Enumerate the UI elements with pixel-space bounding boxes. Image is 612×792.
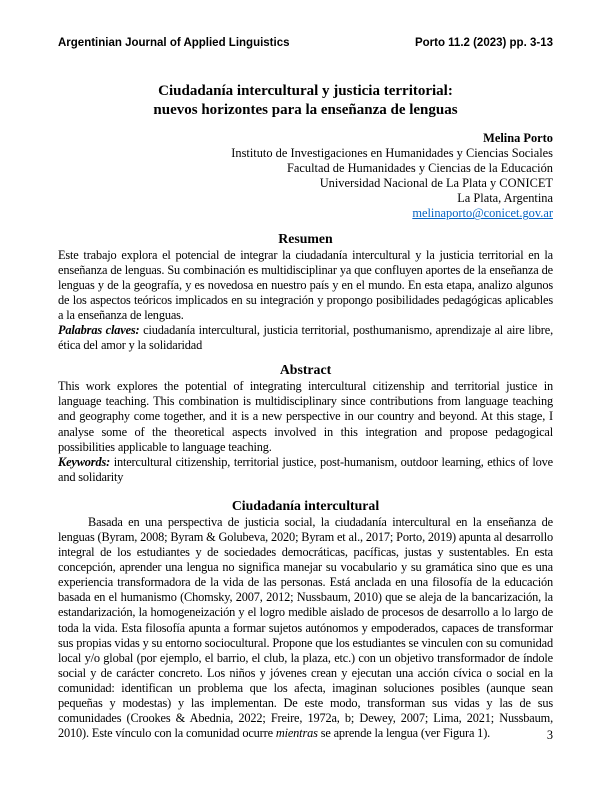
section-paragraph bbox=[58, 515, 553, 741]
author-location: La Plata, Argentina bbox=[457, 191, 553, 206]
abstract-paragraph bbox=[58, 379, 553, 454]
author-affiliation-institute: Instituto de Investigaciones en Humanidades y Ciencias Sociales bbox=[231, 146, 553, 161]
abstract-keywords bbox=[58, 455, 553, 485]
article-title-line1: Ciudadanía intercultural y justicia territorial: bbox=[158, 83, 453, 99]
journal-name: Argentinian Journal of Applied Linguistics bbox=[58, 37, 290, 49]
abstract-text: This work explores the potential of integrating intercultural citizenship and territorial justice in language teaching. This combination is multidisciplinary since contributions from language teaching and geography come together, and it is a new perspective in our country and beyond. At this stage, I analyse some of the theoretical aspects involved in this integration and propose pedagogical possibilities applicable to language teaching. bbox=[58, 379, 553, 454]
resumen-keywords-label: Palabras claves: bbox=[58, 323, 140, 338]
resumen-heading: Resumen bbox=[278, 230, 333, 246]
author-email-link[interactable]: melinaporto@conicet.gov.ar bbox=[412, 206, 553, 221]
article-title bbox=[58, 82, 553, 120]
citation-info: Porto 11.2 (2023) pp. 3-13 bbox=[414, 37, 553, 49]
author-name: Melina Porto bbox=[483, 131, 553, 145]
resumen-paragraph bbox=[58, 248, 553, 323]
abstract-heading: Abstract bbox=[279, 362, 332, 378]
author-email-row bbox=[58, 206, 553, 221]
author-block bbox=[58, 131, 553, 222]
running-header bbox=[58, 36, 553, 50]
author-affiliation-university: Universidad Nacional de La Plata y CONICET bbox=[319, 176, 553, 191]
section-heading-ciudadania: Ciudadanía intercultural bbox=[231, 497, 380, 513]
section-text-italic: mientras bbox=[275, 726, 318, 741]
page-number: 3 bbox=[546, 728, 553, 742]
resumen-keywords bbox=[58, 323, 553, 353]
resumen-keywords-text: ciudadanía intercultural, justicia territorial, posthumanismo, aprendizaje al aire libre, ética del amor y la solidaridad bbox=[58, 323, 553, 353]
article-title-line2: nuevos horizontes para la enseñanza de lenguas bbox=[153, 102, 458, 118]
section-text-post: se aprende la lengua (ver Figura 1). bbox=[317, 726, 491, 741]
author-affiliation-faculty: Facultad de Humanidades y Ciencias de la Educación bbox=[287, 161, 553, 176]
resumen-text: Este trabajo explora el potencial de integrar la ciudadanía intercultural y la justicia territorial en la enseñanza de lenguas. Su combinación es multidisciplinar ya que confluyen aportes de la enseñanza de lenguas y de la geografía, y es novedosa en nuestro país y en el mundo. En esta etapa, analizo algunos de los aspectos teóricos implicados en su integración y propongo posibilidades pedagógicas aplicables a la enseñanza de lenguas. bbox=[58, 247, 553, 322]
abstract-keywords-label: Keywords: bbox=[58, 454, 111, 469]
section-text-pre: Basada en una perspectiva de justicia social, la ciudadanía intercultural en la enseñanza de lenguas (Byram, 2008; Byram & Golubeva, 2020; Byram et al., 2017; Porto, 2019) apunta al desarrollo integral de los estudiantes y de sociedades democráticas, pacíficas, justas y sustentables. En esta concepción, aprender una lengua no significa manejar su vocabulario y su gramática sino que es una experiencia transformadora de la vida de las personas. Está anclada en una filosofía de la educación basada en el humanismo (Chomsky, 2007, 2012; Nussbaum, 2010) que se aleja de la bancarización, la estandarización, la homogeneización y el logro medible aislado de procesos de desarrollo a lo largo de toda la vida. Esta filosofía apunta a formar sujetos autónomos y empoderados, capaces de transformar sus propias vidas y su entorno sociocultural. Propone que los estudiantes se vinculen con su comunidad local y/o global (por ejemplo, el barrio, el club, la plaza, etc.) con un objetivo transformador de índole social y de carácter concreto. Los niños y jóvenes crean y ejecutan una acción cívica o social en la comunidad: identifican un problema que los afecta, imaginan soluciones posibles (aunque sean pequeñas y modestas) y las implementan. De este modo, transforman sus vidas y las de sus comunidades (Crookes & Abednia, 2022; Freire, 1972a, b; Dewey, 2007; Lima, 2021; Nussbaum, 2010). Este vínculo con la comunidad ocurre bbox=[58, 514, 553, 741]
abstract-keywords-text: intercultural citizenship, territorial justice, post-humanism, outdoor learning, ethics of love and solidarity bbox=[58, 454, 553, 484]
